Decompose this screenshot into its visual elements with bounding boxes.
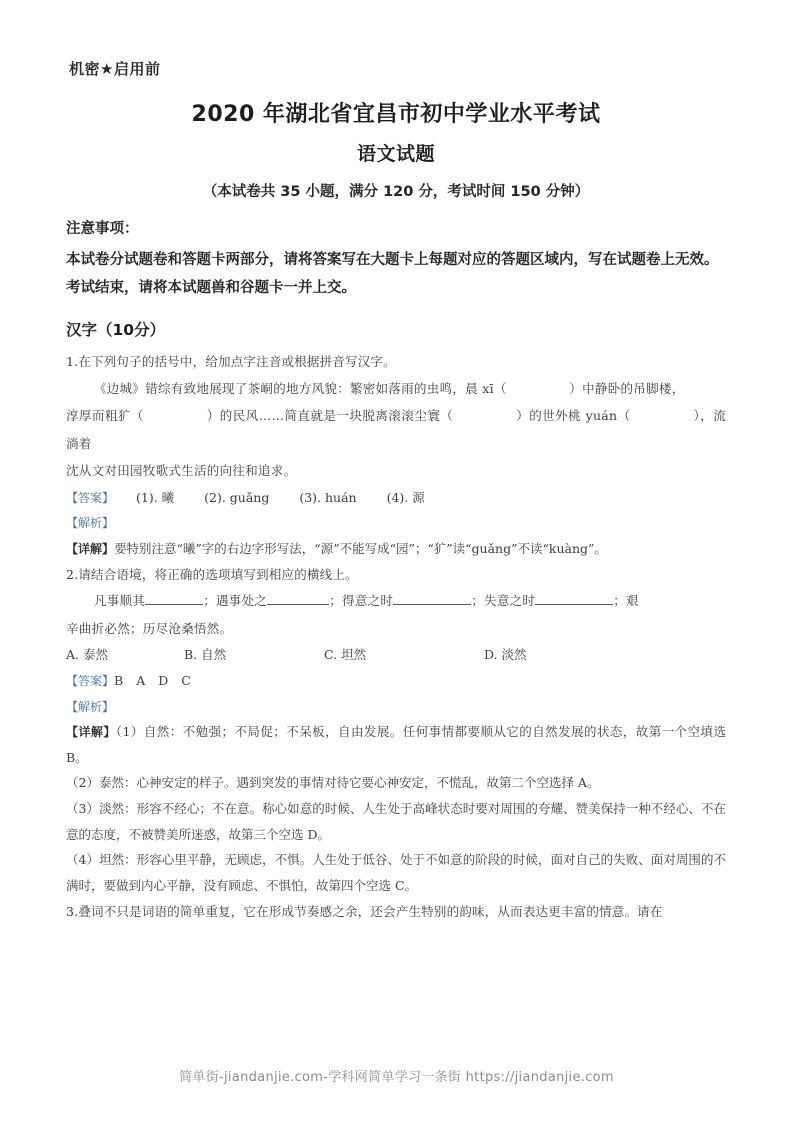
question-2-stem: 2.请结合语境，将正确的选项填写到相应的横线上。 (66, 566, 358, 582)
answer-letter-4: C (181, 672, 191, 688)
option-c[interactable]: C. 坦然 (324, 647, 367, 663)
question-1-detail-row (66, 536, 726, 562)
fill-text-3: ；得意之时 (329, 593, 394, 609)
passage-text-a2: ）中静卧的吊脚楼， (569, 380, 685, 396)
answer-item-1: (1). 曦 (136, 489, 175, 505)
answer-item-2: (2). guǎng (204, 489, 270, 505)
question-2-detail-row-3: （3）淡然：形容不经心；不在意。称心如意的时候、人生处于高峰状态时要对周围的夸耀、赞美保持一种不经心、不在意的态度，不被赞美所迷惑，故第三个空选 D。 (66, 801, 726, 842)
notice-line-2: 考试结束，请将本试题兽和谷题卡一并上交。 (66, 280, 356, 297)
page-title: 2020 年湖北省宜昌市初中学业水平考试 (191, 102, 601, 127)
answer-letter-1: B (114, 672, 124, 688)
passage-text-b1: 淳厚而粗犷（ (66, 408, 144, 424)
question-2-detail-row-2: （2）泰然：心神安定的样子。遇到突发的事情对待它要心神安定，不慌乱，故第二个空选择 A。 (66, 775, 600, 791)
question-1-stem: 1.在下列句子的括号中，给加点字注音或根据拼音写汉字。 (66, 354, 396, 370)
question-2-detail-row-1 (66, 719, 726, 770)
fill-blank-3[interactable] (393, 593, 471, 605)
question-2-fill-line-2: 辛曲折必然；历尽沧桑悟然。 (66, 620, 233, 636)
exam-meta-line: （本试卷共 35 小题，满分 120 分，考试时间 150 分钟） (202, 183, 590, 200)
answer-item-3: (3). huán (299, 489, 357, 505)
passage-text-b2: ）的民风……简直就是一块脱离滚滚尘寰（ (206, 408, 454, 424)
question-2-analysis-row (66, 694, 726, 720)
detail-label: 【详解】 (66, 725, 116, 740)
question-1-answer-row (66, 485, 726, 511)
question-2-options-row (66, 642, 726, 668)
question-1-passage-line-1 (66, 375, 726, 403)
answer-item-4: (4). 源 (386, 489, 425, 505)
fill-text-4: ；失意之时 (471, 593, 536, 609)
question-2-answer-row (66, 668, 726, 694)
section-heading-hanzi: 汉字（10分） (66, 321, 166, 340)
passage-text-b3: ）的世外桃 yuán（ (516, 408, 631, 424)
document-content (66, 58, 726, 924)
answer-label: 【答案】 (66, 490, 115, 505)
question-1-passage-line-2 (66, 402, 726, 457)
passage-text-a: 《边城》错综有致地展现了茶峒的地方风貌：繁密如落雨的虫鸣，晨 xī（ (94, 380, 507, 396)
option-d[interactable]: D. 淡然 (484, 647, 527, 663)
confidential-marker: 机密★启用前 (69, 60, 161, 78)
option-b[interactable]: B. 自然 (184, 647, 227, 663)
analysis-label: 【解析】 (66, 699, 115, 714)
fill-blank-1[interactable] (145, 593, 203, 605)
question-1-analysis-row (66, 510, 726, 536)
fill-text-1: 凡事顺其 (94, 593, 146, 609)
fill-blank-4[interactable] (535, 593, 613, 605)
answer-label: 【答案】 (66, 673, 115, 688)
question-3-stem: 3.叠词不只是词语的简单重复，它在形成节奏感之余，还会产生特别的韵味，从而表达更丰富的情意。请在 (66, 903, 663, 919)
passage-text-b4: ），流淌着 (66, 408, 727, 451)
notice-heading: 注意事项： (66, 220, 139, 237)
footer-watermark: 简单街-jiandanjie.com-学科网简单学习一条街 https://jiandanjie.com (179, 1070, 614, 1085)
answer-letter-2: A (136, 672, 146, 688)
detail-text-1: （1）自然：不勉强；不局促；不呆板，自由发展。任何事情都要顺从它的自然发展的状态，故第一个空填选 B。 (66, 724, 726, 765)
analysis-label: 【解析】 (66, 516, 115, 531)
answer-letter-3: D (158, 672, 169, 688)
question-1-passage-line-3: 沈从文对田园牧歌式生活的向往和追求。 (66, 463, 297, 479)
fill-blank-2[interactable] (267, 593, 329, 605)
question-2-fill-line-1 (66, 587, 726, 615)
detail-text: 要特别注意“曦”字的右边字形写法，“源”不能写成“园”；“犷”读“guǎng”不读“kuàng”。 (114, 541, 607, 556)
subject-subtitle: 语文试题 (356, 142, 435, 165)
fill-text-5: ；艰 (613, 593, 639, 609)
option-a[interactable]: A. 泰然 (66, 647, 108, 663)
detail-label: 【详解】 (66, 542, 115, 556)
fill-text-2: ；遇事处之 (203, 593, 268, 609)
question-2-detail-row-4: （4）坦然：形容心里平静，无顾虑，不惧。人生处于低谷、处于不如意的阶段的时候，面对自己的失败、面对周围的不满时，要做到内心平静，没有顾虑、不惧怕，故第四个空选 C。 (66, 852, 726, 893)
notice-line-1: 本试卷分试题卷和答题卡两部分，请将答案写在大题卡上每题对应的答题区域内，写在试题卷上无效。 (66, 251, 719, 268)
